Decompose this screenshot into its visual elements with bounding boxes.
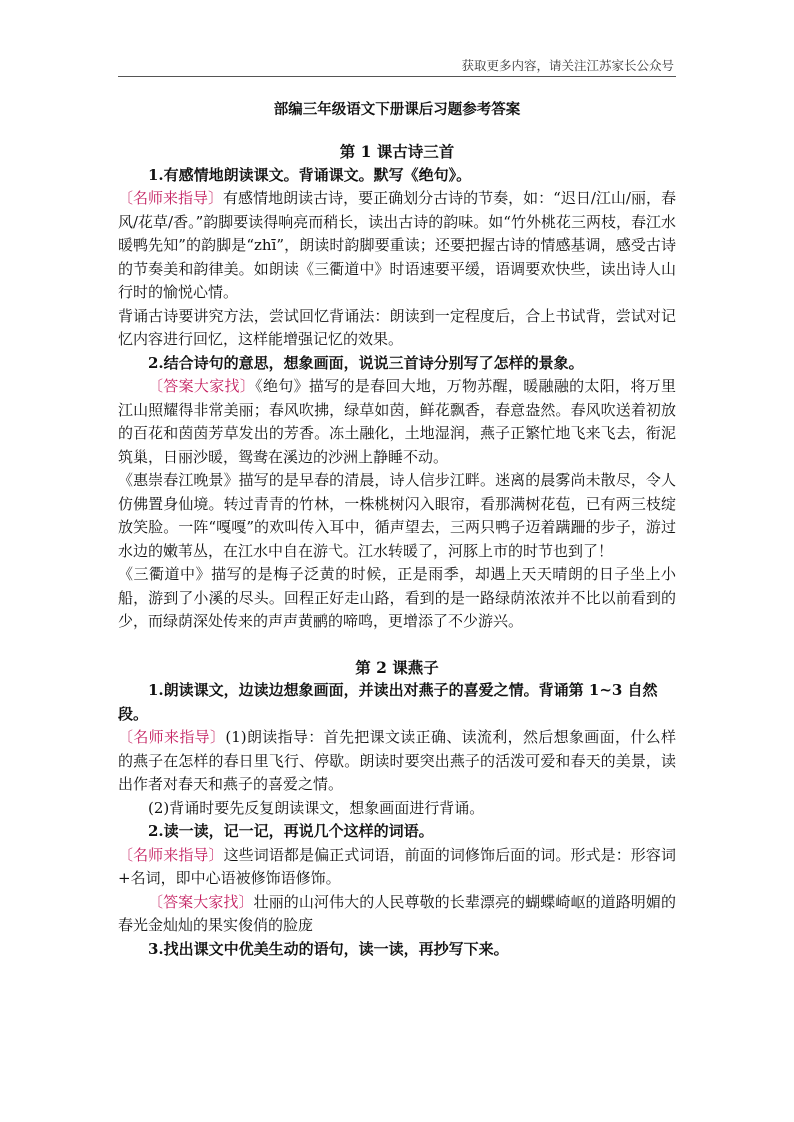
section-tag: 〔答案大家找〕 (148, 892, 254, 911)
section-tag: 〔答案大家找〕 (148, 377, 256, 395)
paragraph-text: 《绝句》描写的是春回大地，万物苏醒，暖融融的太阳，将万里江山照耀得非常美丽；春风吹拂，绿草如茵，鲜花飘香，春意盎然。春风吹送着初放的百花和茵茵芳草发出的芳香。冻土融化，土地湿润，燕子正繁忙地飞来飞去，衔泥筑巢，日丽沙暖，鸳鸯在溪边的沙洲上静睡不动。 (118, 377, 676, 466)
paragraph-text: (2)背诵时要先反复朗读课文，想象画面进行背诵。 (148, 798, 485, 817)
paragraph-text: 壮丽的山河伟大的人民尊敬的长辈漂亮的蝴蝶崎岖的道路明媚的春光金灿灿的果实俊俏的脸庞 (118, 892, 676, 934)
answer-paragraph (118, 563, 676, 634)
document-body (118, 140, 676, 961)
answer-paragraph (118, 375, 676, 469)
section-tag: 〔名师来指导〕 (118, 845, 224, 864)
paragraph-text: (1)朗读指导：首先把课文读正确、读流利，然后想象画面，什么样的燕子在怎样的春日里飞行、停歇。朗读时要突出燕子的活泼可爱和春天的美景，读出作者对春天和燕子的喜爱之情。 (118, 728, 676, 793)
section-tag: 〔名师来指导〕 (118, 189, 224, 207)
section-tag: 〔名师来指导〕 (118, 728, 226, 746)
paragraph-text: 有感情地朗读古诗，要正确划分古诗的节奏，如：“迟日/江山/丽，春风/花草/香。”韵脚要读得响亮而稍长，读出古诗的韵味。如“竹外桃花三两枝，春江水暖鸭先知”的韵脚是“zhī”，朗读时韵脚要重读；还要把握古诗的情感基调，感受古诗的节奏美和韵律美。如朗读《三衢道中》时语速要平缓，语调要欢快些，读出诗人山行时的愉悦心情。 (118, 189, 676, 301)
question: 1.朗读课文，边读边想象画面，并读出对燕子的喜爱之情。背诵第 1~3 自然段。 (118, 681, 658, 723)
paragraph-text: 《三衢道中》描写的是梅子泛黄的时候，正是雨季，却遇上天天晴朗的日子坐上小船，游到了小溪的尽头。回程正好走山路，看到的是一路绿荫浓浓并不比以前看到的少，而绿荫深处传来的声声黄鹂的啼鸣，更增添了不少游兴。 (118, 565, 676, 630)
lesson-title: 第 2 课燕子 (355, 657, 439, 677)
answer-paragraph (118, 844, 676, 891)
page-header (118, 54, 676, 77)
answer-paragraph (118, 305, 676, 352)
paragraph-text: 背诵古诗要讲究方法，尝试回忆背诵法：朗读到一定程度后，合上书试背，尝试对记忆内容进行回忆，这样能增强记忆的效果。 (118, 306, 676, 348)
question: 3.找出课文中优美生动的语句，读一读，再抄写下来。 (148, 939, 509, 958)
document-title: 部编三年级语文下册课后习题参考答案 (273, 101, 521, 118)
question: 2.结合诗句的意思，想象画面，说说三首诗分别写了怎样的景象。 (148, 353, 584, 372)
answer-paragraph (118, 891, 676, 938)
paragraph-text: 这些词语都是偏正式词语，前面的词修饰后面的词。形式是：形容词+名词，即中心语被修饰语修饰。 (118, 845, 676, 887)
answer-paragraph (118, 469, 676, 563)
question: 2.读一读，记一记，再说几个这样的词语。 (148, 822, 434, 840)
answer-paragraph (118, 797, 676, 821)
paragraph-text: 《惠崇春江晚景》描写的是早春的清晨，诗人信步江畔。迷离的晨雾尚未散尽，令人仿佛置身仙境。转过青青的竹林，一株桃树闪入眼帘，看那满树花苞，已有两三枝绽放笑脸。一阵“嘎嘎”的欢叫传入耳中，循声望去，三两只鸭子迈着蹒跚的步子，游过水边的嫩苇丛，在江水中自在游弋。江水转暖了，河豚上市的时节也到了！ (118, 471, 676, 560)
answer-paragraph (118, 187, 676, 305)
answer-paragraph (118, 726, 676, 797)
question: 1.有感情地朗读课文。背诵课文。默写《绝句》。 (148, 165, 472, 184)
lesson-title: 第 1 课古诗三首 (339, 142, 455, 161)
header-note: 获取更多内容，请关注江苏家长公众号 (461, 58, 674, 73)
